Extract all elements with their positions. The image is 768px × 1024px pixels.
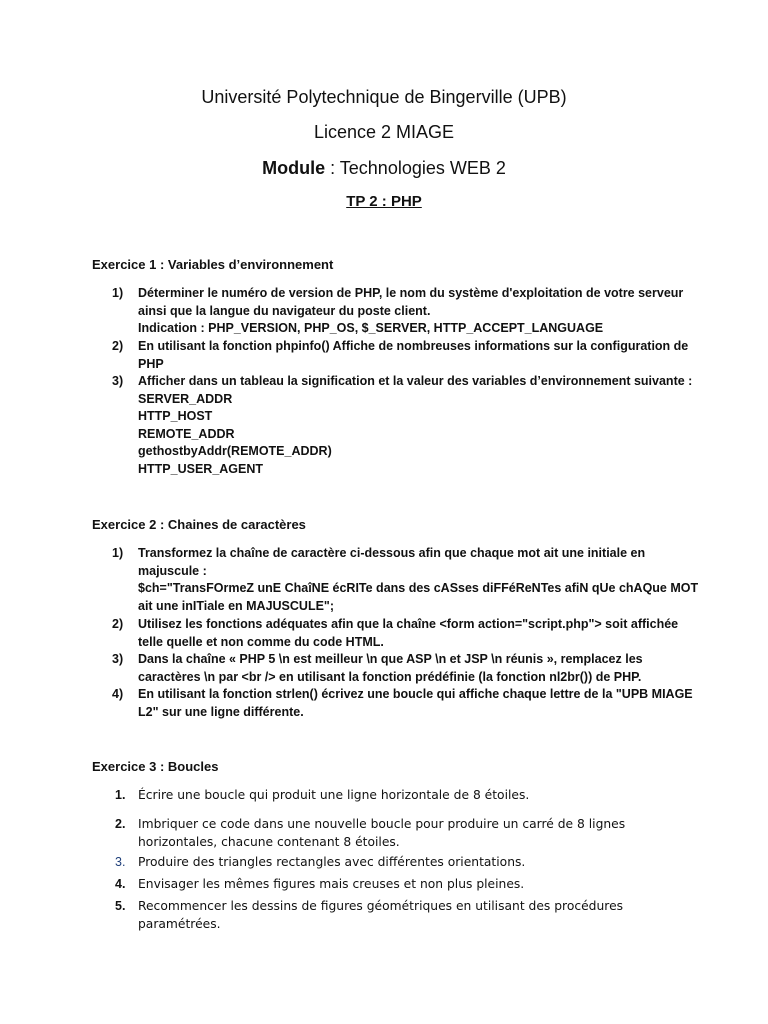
ex3-item-1-number: 1. bbox=[115, 788, 126, 802]
text-line: En utilisant la fonction strlen() écrivez une boucle qui affiche chaque lettre de la "UPB MIAGE bbox=[138, 687, 693, 701]
text-line: Utilisez les fonctions adéquates afin que la chaîne <form action="script.php"> soit affichée bbox=[138, 617, 679, 631]
text-line: ainsi que la langue du navigateur du poste client. bbox=[138, 303, 431, 318]
text-line: majuscule : bbox=[138, 563, 207, 578]
module-title bbox=[0, 158, 768, 179]
text-line: $ch="TransFOrmeZ unE ChaîNE écRITe dans des cASses diFFéReNTes afiN qUe chAQue MOT bbox=[138, 581, 699, 596]
ex3-item-5-text bbox=[138, 898, 658, 933]
ex3-item-3-number: 3. bbox=[115, 855, 126, 869]
text-line: L2" sur une ligne différente. bbox=[138, 704, 304, 719]
ex1-item-1-number: 1) bbox=[112, 286, 124, 300]
text-line: Indication : PHP_VERSION, PHP_OS, $_SERVER, HTTP_ACCEPT_LANGUAGE bbox=[138, 321, 604, 336]
program-title: Licence 2 MIAGE bbox=[313, 122, 455, 142]
text-line: gethostbyAddr(REMOTE_ADDR) bbox=[138, 444, 332, 459]
text-line: Recommencer les dessins de figures géométriques en utilisant des procédures bbox=[138, 899, 624, 913]
text-line: HTTP_HOST bbox=[138, 409, 213, 424]
ex1-item-2-number: 2) bbox=[112, 339, 124, 353]
text-line: Écrire une boucle qui produit une ligne horizontale de 8 étoiles. bbox=[138, 788, 530, 802]
text-line: Envisager les mêmes figures mais creuses et non plus pleines. bbox=[138, 877, 525, 891]
ex2-item-2-text bbox=[138, 616, 683, 651]
ex3-item-1-text bbox=[138, 787, 658, 805]
tp-title bbox=[0, 193, 768, 210]
exercise-2-title: Exercice 2 : Chaines de caractères bbox=[92, 517, 306, 532]
ex3-item-4-number: 4. bbox=[115, 877, 126, 891]
ex2-item-1-text bbox=[138, 545, 699, 615]
text-line: Transformez la chaîne de caractère ci-dessous afin que chaque mot ait une initiale en bbox=[138, 546, 646, 560]
text-line: paramétrées. bbox=[138, 916, 221, 931]
ex1-item-3-text bbox=[138, 373, 693, 479]
ex3-item-2-number: 2. bbox=[115, 817, 126, 831]
text-line: ait une inITiale en MAJUSCULE"; bbox=[138, 598, 335, 613]
ex2-item-2-number: 2) bbox=[112, 617, 124, 631]
university-title: Université Polytechnique de Bingerville (UPB) bbox=[201, 87, 567, 107]
ex3-item-2-text bbox=[138, 816, 658, 851]
text-line: Afficher dans un tableau la signification et la valeur des variables d’environnement suivante : bbox=[138, 374, 693, 388]
text-line: Produire des triangles rectangles avec différentes orientations. bbox=[138, 855, 526, 869]
module-name: : Technologies WEB 2 bbox=[325, 158, 506, 178]
ex3-item-5-number: 5. bbox=[115, 899, 126, 913]
tp-title-text: TP 2 : PHP bbox=[346, 193, 422, 210]
exercise-1-title: Exercice 1 : Variables d’environnement bbox=[92, 257, 334, 272]
ex2-item-3-number: 3) bbox=[112, 652, 124, 666]
ex2-item-4-text bbox=[138, 686, 693, 721]
text-line: REMOTE_ADDR bbox=[138, 426, 235, 441]
text-line: En utilisant la fonction phpinfo() Affiche de nombreuses informations sur la configuration de bbox=[138, 339, 689, 353]
ex2-item-1-number: 1) bbox=[112, 546, 124, 560]
ex2-item-3-text bbox=[138, 651, 683, 686]
ex2-item-4-number: 4) bbox=[112, 687, 124, 701]
ex3-item-4-text bbox=[138, 876, 658, 894]
text-line: PHP bbox=[138, 356, 164, 371]
text-line: HTTP_USER_AGENT bbox=[138, 461, 264, 476]
text-line: telle quelle et non comme du code HTML. bbox=[138, 634, 384, 649]
text-line: caractères \n par <br /> en utilisant la fonction prédéfinie (la fonction nl2br()) de PHP. bbox=[138, 669, 642, 684]
ex3-item-3-text bbox=[138, 854, 658, 872]
text-line: Dans la chaîne « PHP 5 \n est meilleur \n que ASP \n et JSP \n réunis », remplacez les bbox=[138, 652, 643, 666]
ex1-item-1-text bbox=[138, 285, 683, 338]
text-line: Déterminer le numéro de version de PHP, le nom du système d'exploitation de votre serveur bbox=[138, 286, 684, 300]
text-line: horizontales, chacune contenant 8 étoiles. bbox=[138, 834, 400, 849]
module-label: Module bbox=[262, 158, 326, 178]
text-line: SERVER_ADDR bbox=[138, 391, 233, 406]
ex1-item-2-text bbox=[138, 338, 689, 373]
ex1-item-3-number: 3) bbox=[112, 374, 124, 388]
exercise-3-title: Exercice 3 : Boucles bbox=[92, 759, 219, 774]
text-line: Imbriquer ce code dans une nouvelle boucle pour produire un carré de 8 lignes bbox=[138, 817, 626, 831]
